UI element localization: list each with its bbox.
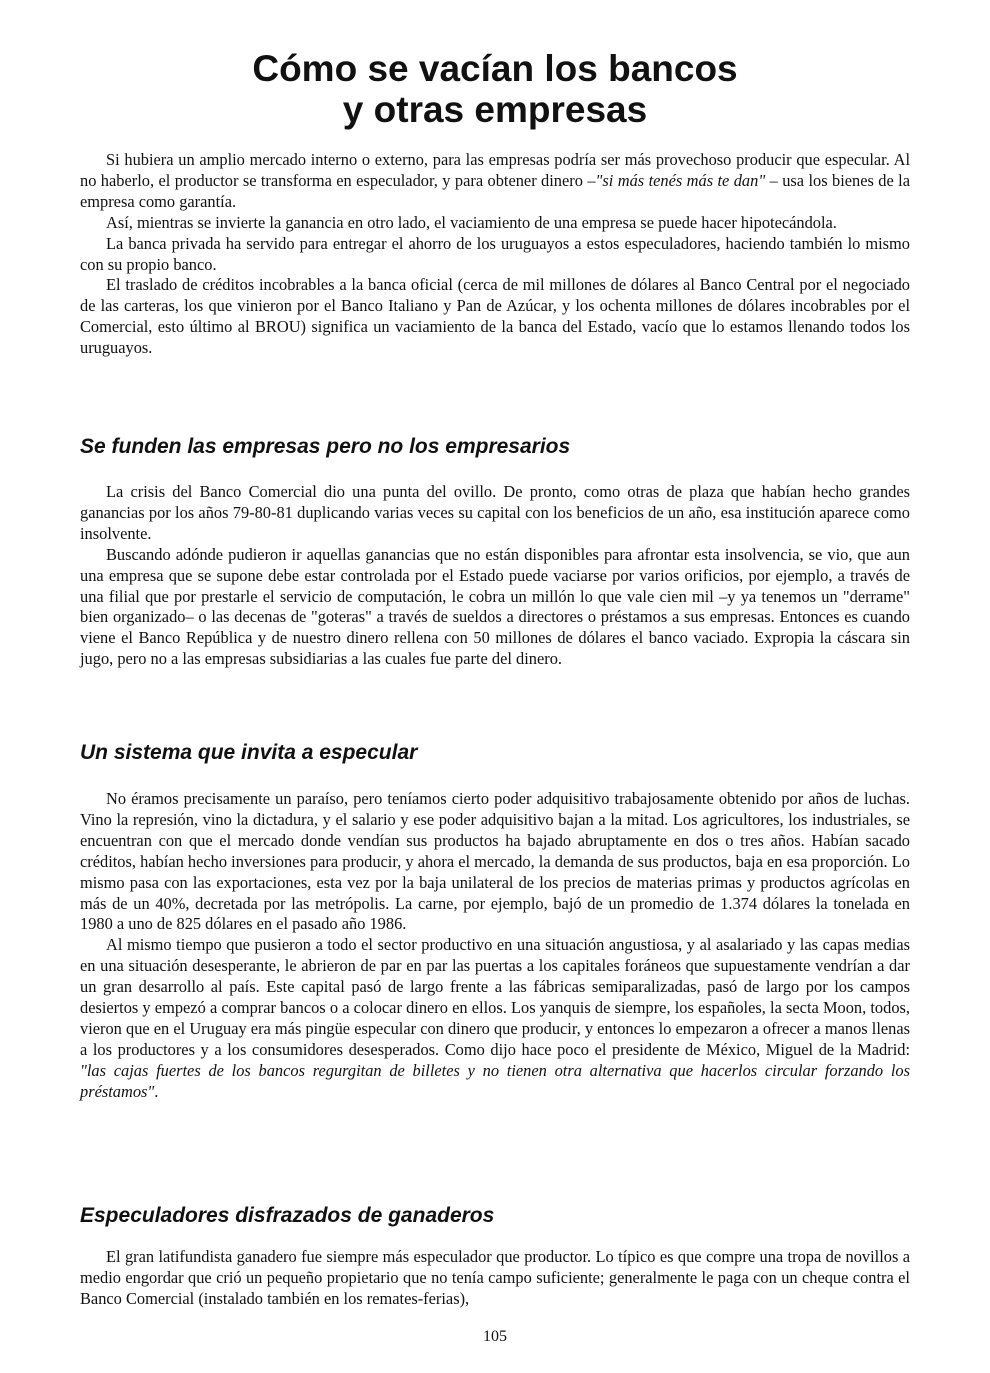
section-heading: Especuladores disfrazados de ganaderos: [80, 1204, 495, 1227]
section-sistema: [80, 741, 910, 765]
section-heading: Se funden las empresas pero no los empresarios: [80, 435, 571, 458]
section-empresas-body: [80, 482, 910, 670]
section-especuladores-body: [80, 1247, 910, 1310]
intro-paragraph-4: El traslado de créditos incobrables a la banca oficial (cerca de mil millones de dólares al Banco Central por el negociado de las carteras, los que vinieron por el Banco Italiano y Pan de Azúcar, y los ochenta millones de dólares incobrables por el Comercial, esto último al BROU) significa un vaciamiento de la banca del Estado, vacío que lo estamos llenando todos los uruguayos.: [80, 275, 910, 358]
intro-section: [80, 150, 910, 359]
page-title: [0, 48, 990, 130]
section-empresas: [80, 435, 910, 459]
section-especuladores: [80, 1204, 910, 1228]
section1-paragraph-1: La crisis del Banco Comercial dio una punta del ovillo. De pronto, como otras de plaza que habían hecho grandes ganancias por los años 79-80-81 duplicando varias veces su capital con los beneficios de un año, esa institución aparece como insolvente.: [80, 482, 910, 543]
page-number: 105: [483, 1328, 507, 1345]
section1-paragraph-2: Buscando adónde pudieron ir aquellas ganancias que no están disponibles para afrontar esta insolvencia, se vio, que aun una empresa que se supone debe estar controlada por el Estado puede vaciarse por varios orificios, por ejemplo, a través de una filial que por prestarle el servicio de computación, le cobra un millón lo que vale cien mil –y ya tenemos un "derrame" bien organizado– o las decenas de "goteras" a través de sueldos a directores o préstamos a sus empresas. Entonces es cuando viene el Banco República y de nuestro dinero rellena con 50 millones de dólares el banco vaciado. Expropia la cáscara sin jugo, pero no a las empresas subsidiarias a las cuales fue parte del dinero.: [80, 544, 910, 669]
section3-paragraph-1: El gran latifundista ganadero fue siempre más especulador que productor. Lo típico es que compre una tropa de novillos a medio engordar que crió un pequeño propietario que no tenía campo suficiente; generalmente le paga con un cheque contra el Banco Comercial (instalado también en los remates-ferias),: [80, 1247, 910, 1308]
intro-p1-text-b: – usa los bienes de la empresa como garantía.: [80, 170, 910, 211]
section2-paragraph-2: [80, 935, 910, 1102]
intro-p1-text-a: Si hubiera un amplio mercado interno o externo, para las empresas podría ser más provechoso producir que especular. Al no haberlo, el productor se transforma en especulador, y para obtener dinero –: [80, 150, 910, 190]
section2-paragraph-1: No éramos precisamente un paraíso, pero teníamos cierto poder adquisitivo trabajosamente obtenido por años de luchas. Vino la represión, vino la dictadura, y el salario y ese poder adquisitivo bajan a la mitad. Los agricultores, los industriales, se encuentran con que el mercado donde vendían sus productos ha bajado abruptamente en dos o tres años. Habían sacado créditos, habían hecho inversiones para producir, y ahora el mercado, la demanda de sus productos, baja en esa proporción. Lo mismo pasa con las exportaciones, esta vez por la baja unilateral de los precios de materias primas y productos agrícolas en más de un 40%, decretada por las metrópolis. La carne, por ejemplo, bajó de un promedio de 1.374 dólares la tonelada en 1980 a uno de 825 dólares en el pasado año 1986.: [80, 789, 910, 934]
title-line-1: Cómo se vacían los bancos: [252, 48, 738, 89]
section-sistema-body: [80, 789, 910, 1103]
section2-p2-text-a: Al mismo tiempo que pusieron a todo el sector productivo en una situación angustiosa, y al asalariado y las capas medias en una situación desesperante, le abrieron de par en par las puertas a los capitales foráneos que supuestamente vendrían a dar un gran desarrollo al país. Este capital pasó de largo frente a las fábricas semiparalizadas, pasó de largo por los campos desiertos y empezó a comprar bancos o a colocar dinero en ellos. Los yanquis de siempre, los españoles, la secta Moon, todos, vieron que en el Uruguay era más pingüe especular con dinero que producir, y entonces lo empezaron a ofrecer a manos llenas a los productores y a los consumidores desesperados. Como dijo hace poco el presidente de México, Miguel de la Madrid:: [80, 935, 910, 1059]
intro-paragraph-2: Así, mientras se invierte la ganancia en otro lado, el vaciamiento de una empresa se puede hacer hipotecándola.: [106, 212, 837, 232]
intro-p1-quote: "si más tenés más te dan": [595, 170, 766, 190]
section2-p2-text-b: .: [154, 1081, 159, 1101]
section-heading: Un sistema que invita a especular: [80, 741, 418, 764]
section2-p2-quote: "las cajas fuertes de los bancos regurgitan de billetes y no tienen otra alternativa que hacerlos circular forzando los préstamos": [80, 1060, 910, 1101]
intro-paragraph-1: [80, 150, 910, 213]
title-line-2: y otras empresas: [342, 89, 648, 130]
intro-paragraph-3: La banca privada ha servido para entregar el ahorro de los uruguayos a estos especuladores, haciendo también lo mismo con su propio banco.: [80, 233, 910, 274]
